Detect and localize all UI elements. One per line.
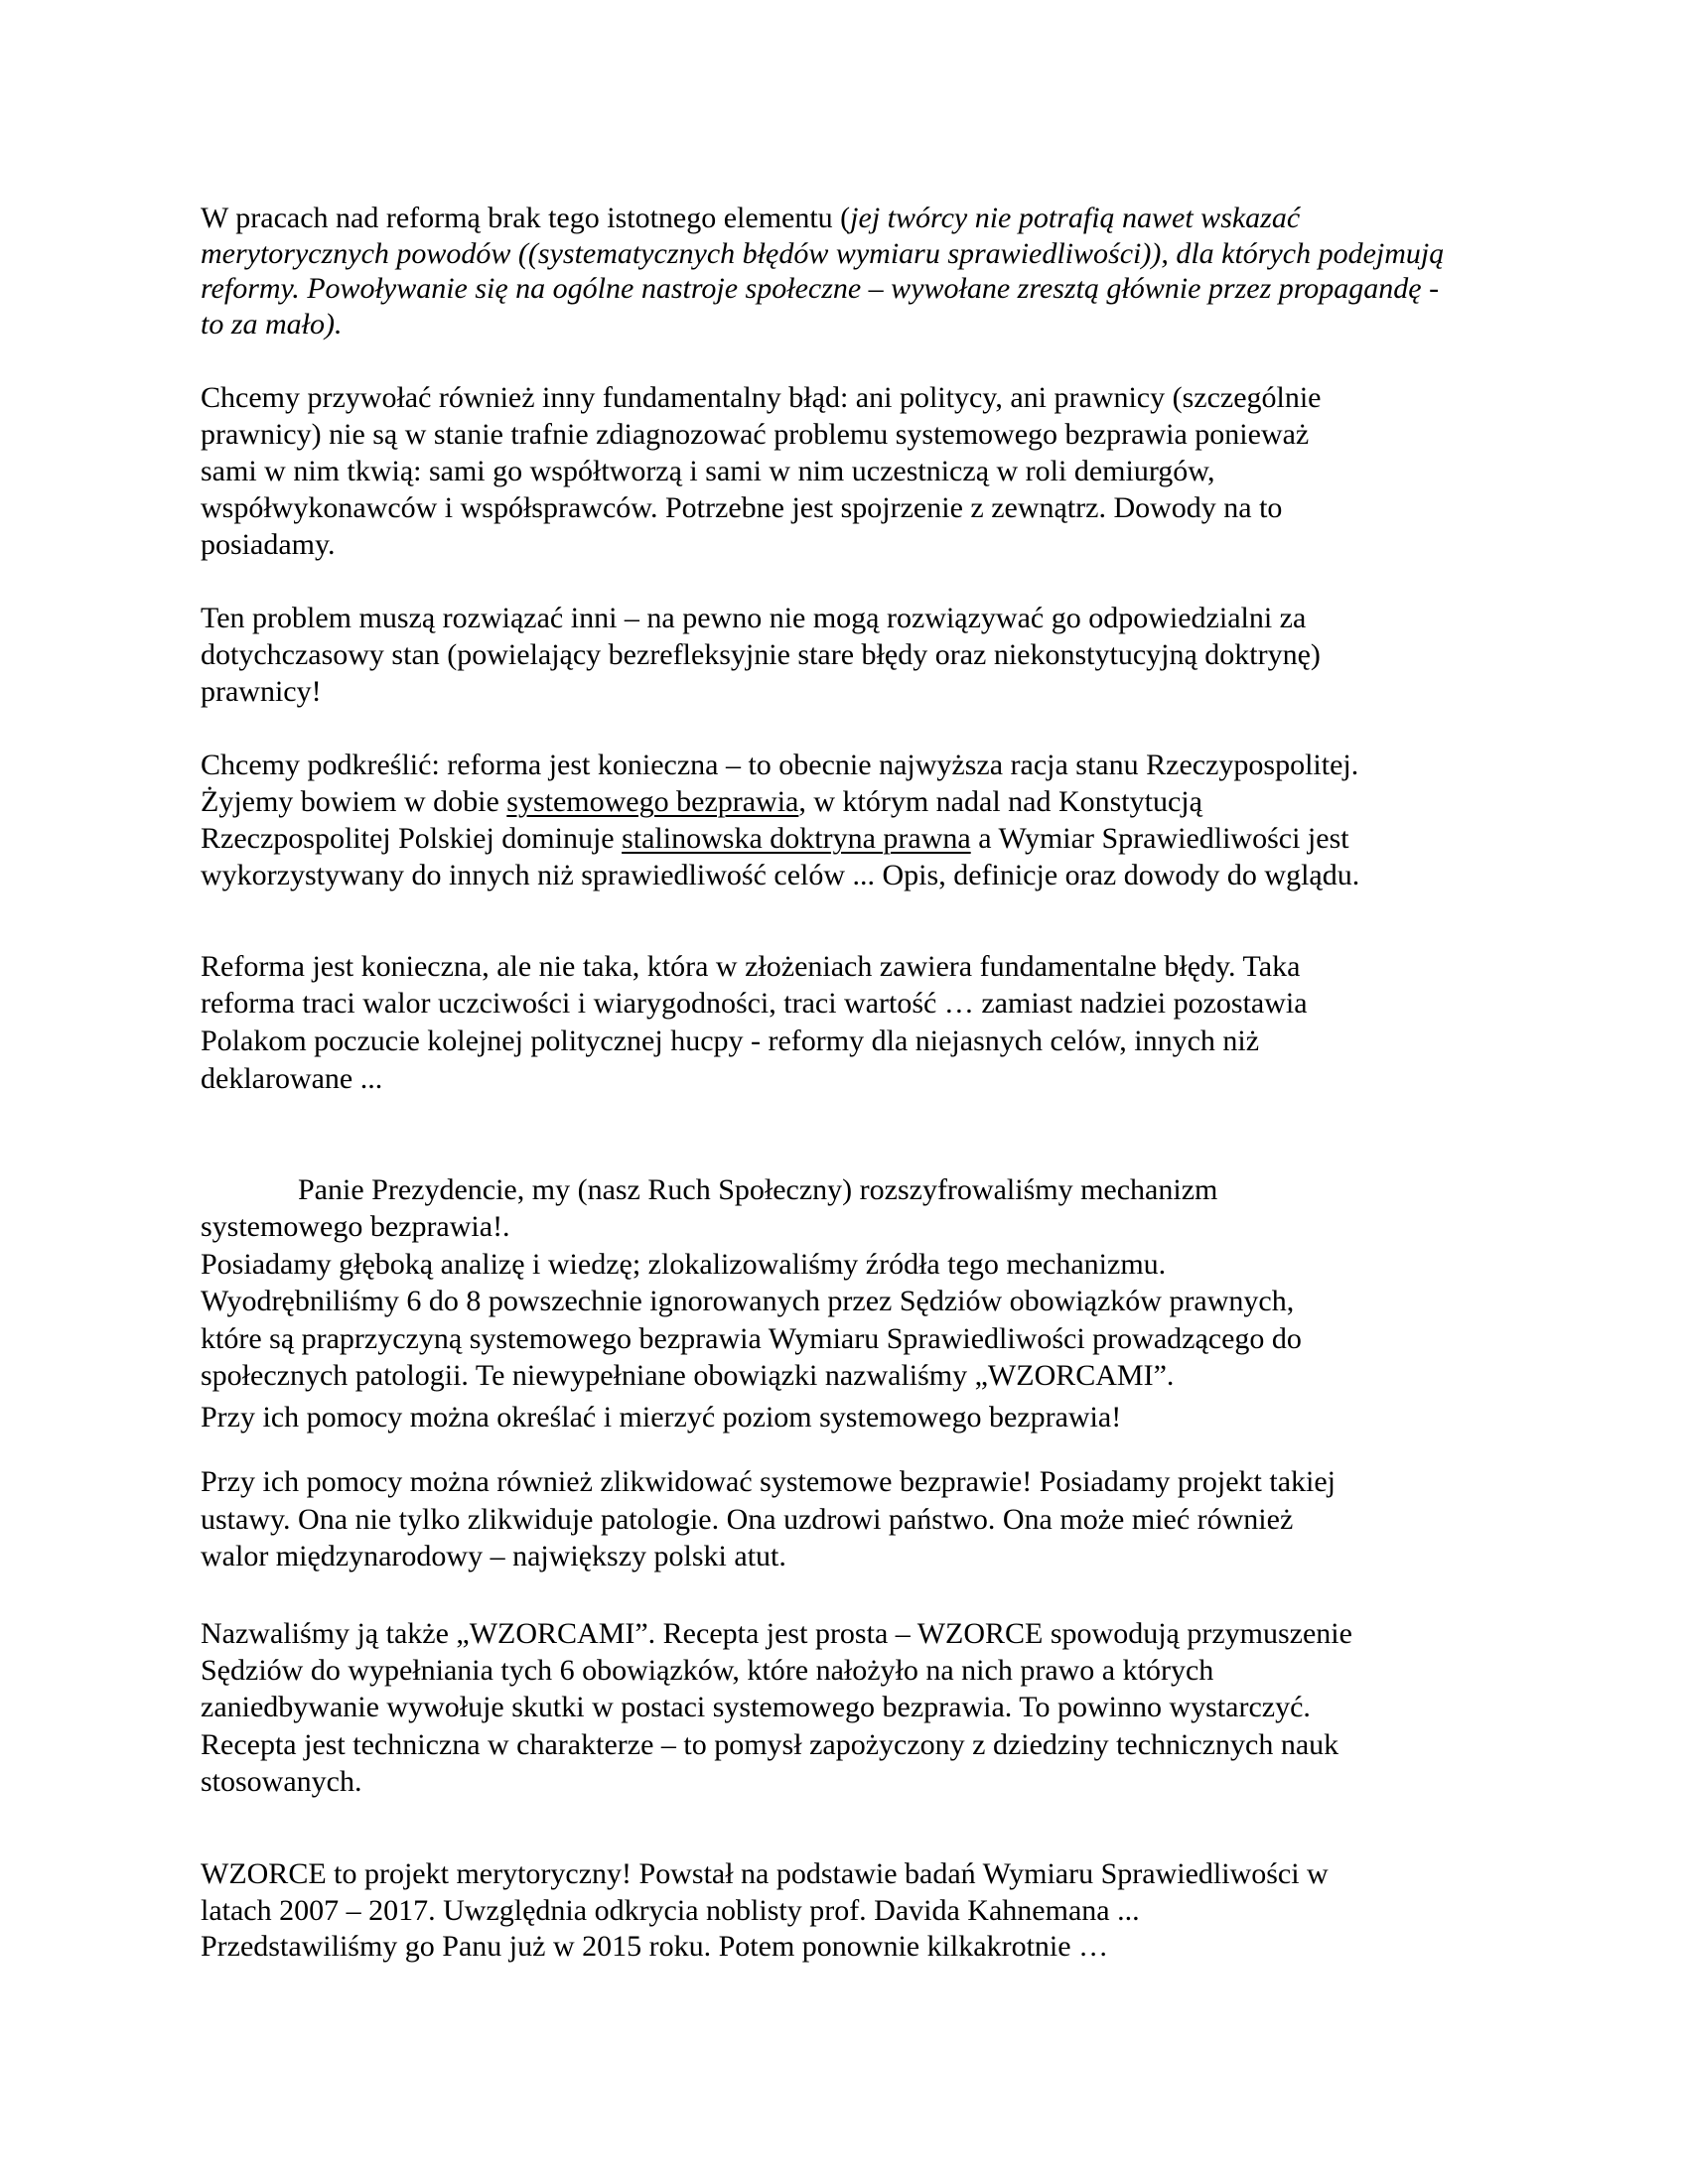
text-line: społecznych patologii. Te niewypełniane obowiązki nazwaliśmy „WZORCAMI”.: [201, 1359, 1175, 1392]
text-span: Rzeczpospolitej Polskiej dominuje: [201, 822, 623, 855]
text-line: prawnicy) nie są w stanie trafnie zdiagnozować problemu systemowego bezprawia ponieważ: [201, 418, 1310, 451]
text-line: zaniedbywanie wywołuje skutki w postaci systemowego bezprawia. To powinno wystarczyć.: [201, 1691, 1311, 1723]
text-line: [201, 204, 1300, 233]
text-line: reformy. Powoływanie się na ogólne nastroje społeczne – wywołane zresztą głównie przez propagandę -: [201, 272, 1440, 305]
text-line: posiadamy.: [201, 528, 336, 561]
text-line: wykorzystywany do innych niż sprawiedliwość celów ... Opis, definicje oraz dowody do wglądu.: [201, 859, 1360, 891]
text-line: Reforma jest konieczna, ale nie taka, która w złożeniach zawiera fundamentalne błędy. Taka: [201, 950, 1301, 983]
text-line: sami w nim tkwią: sami go współtworzą i sami w nim uczestniczą w roli demiurgów,: [201, 455, 1215, 487]
text-line: deklarowane ...: [201, 1062, 383, 1095]
text-line: Recepta jest techniczna w charakterze – to pomysł zapożyczony z dziedziny technicznych nauk: [201, 1728, 1339, 1761]
text-line: latach 2007 – 2017. Uwzględnia odkrycia noblisty prof. Davida Kahnemana ...: [201, 1894, 1140, 1927]
text-line: walor międzynarodowy – największy polski atut.: [201, 1540, 786, 1572]
text-line: Chcemy przywołać również inny fundamentalny błąd: ani politycy, ani prawnicy (szczególnie: [201, 381, 1322, 414]
underlined-term: stalinowska doktryna prawna: [622, 822, 971, 855]
text-span: W pracach nad reformą brak tego istotnego elementu (: [201, 202, 851, 234]
text-line: Chcemy podkreślić: reforma jest konieczna – to obecnie najwyższa racja stanu Rzeczypospolitej.: [201, 749, 1359, 781]
text-span: Żyjemy bowiem w dobie: [201, 785, 507, 818]
underlined-term: systemowego bezprawia: [506, 785, 799, 818]
text-line: Sędziów do wypełniania tych 6 obowiązków, które nałożyło na nich prawo a których: [201, 1654, 1214, 1687]
text-line: WZORCE to projekt merytoryczny! Powstał na podstawie badań Wymiaru Sprawiedliwości w: [201, 1857, 1329, 1890]
text-line: Panie Prezydencie, my (nasz Ruch Społeczny) rozszyfrowaliśmy mechanizm: [298, 1173, 1218, 1206]
text-span: a Wymiar Sprawiedliwości jest: [970, 822, 1349, 855]
text-line: to za mało).: [201, 308, 343, 341]
text-line: stosowanych.: [201, 1765, 362, 1798]
text-line: które są praprzyczyną systemowego bezprawia Wymiaru Sprawiedliwości prowadzącego do: [201, 1322, 1302, 1355]
text-line: prawnicy!: [201, 675, 322, 708]
text-line: [201, 824, 1349, 854]
text-line: współwykonawców i współsprawców. Potrzebne jest spojrzenie z zewnątrz. Dowody na to: [201, 491, 1283, 524]
italic-text-span: jej twórcy nie potrafią nawet wskazać: [850, 202, 1301, 234]
text-line: Nazwaliśmy ją także „WZORCAMI”. Recepta jest prosta – WZORCE spowodują przymuszenie: [201, 1617, 1352, 1650]
text-line: dotychczasowy stan (powielający bezrefleksyjnie stare błędy oraz niekonstytucyjną doktrynę): [201, 638, 1321, 671]
text-line: systemowego bezprawia!.: [201, 1210, 510, 1243]
text-line: ustawy. Ona nie tylko zlikwiduje patologie. Ona uzdrowi państwo. Ona może mieć również: [201, 1503, 1294, 1536]
text-line: Posiadamy głęboką analizę i wiedzę; zlokalizowaliśmy źródła tego mechanizmu.: [201, 1248, 1167, 1281]
text-line: Przy ich pomocy można również zlikwidować systemowe bezprawie! Posiadamy projekt takiej: [201, 1465, 1336, 1498]
text-line: Ten problem muszą rozwiązać inni – na pewno nie mogą rozwiązywać go odpowiedzialni za: [201, 602, 1307, 634]
text-line: Polakom poczucie kolejnej politycznej hucpy - reformy dla niejasnych celów, innych niż: [201, 1024, 1260, 1057]
text-line: reforma traci walor uczciwości i wiarygodności, traci wartość … zamiast nadziei pozostawia: [201, 987, 1308, 1020]
text-span: , w którym nadal nad Konstytucją: [798, 785, 1202, 818]
text-line: Wyodrębniliśmy 6 do 8 powszechnie ignorowanych przez Sędziów obowiązków prawnych,: [201, 1285, 1295, 1317]
text-line: [201, 787, 1202, 817]
text-line: merytorycznych powodów ((systematycznych błędów wymiaru sprawiedliwości)), dla których podejmują: [201, 237, 1445, 270]
text-line: Przedstawiliśmy go Panu już w 2015 roku. Potem ponownie kilkakrotnie …: [201, 1930, 1109, 1963]
text-line: Przy ich pomocy można określać i mierzyć poziom systemowego bezprawia!: [201, 1401, 1122, 1433]
